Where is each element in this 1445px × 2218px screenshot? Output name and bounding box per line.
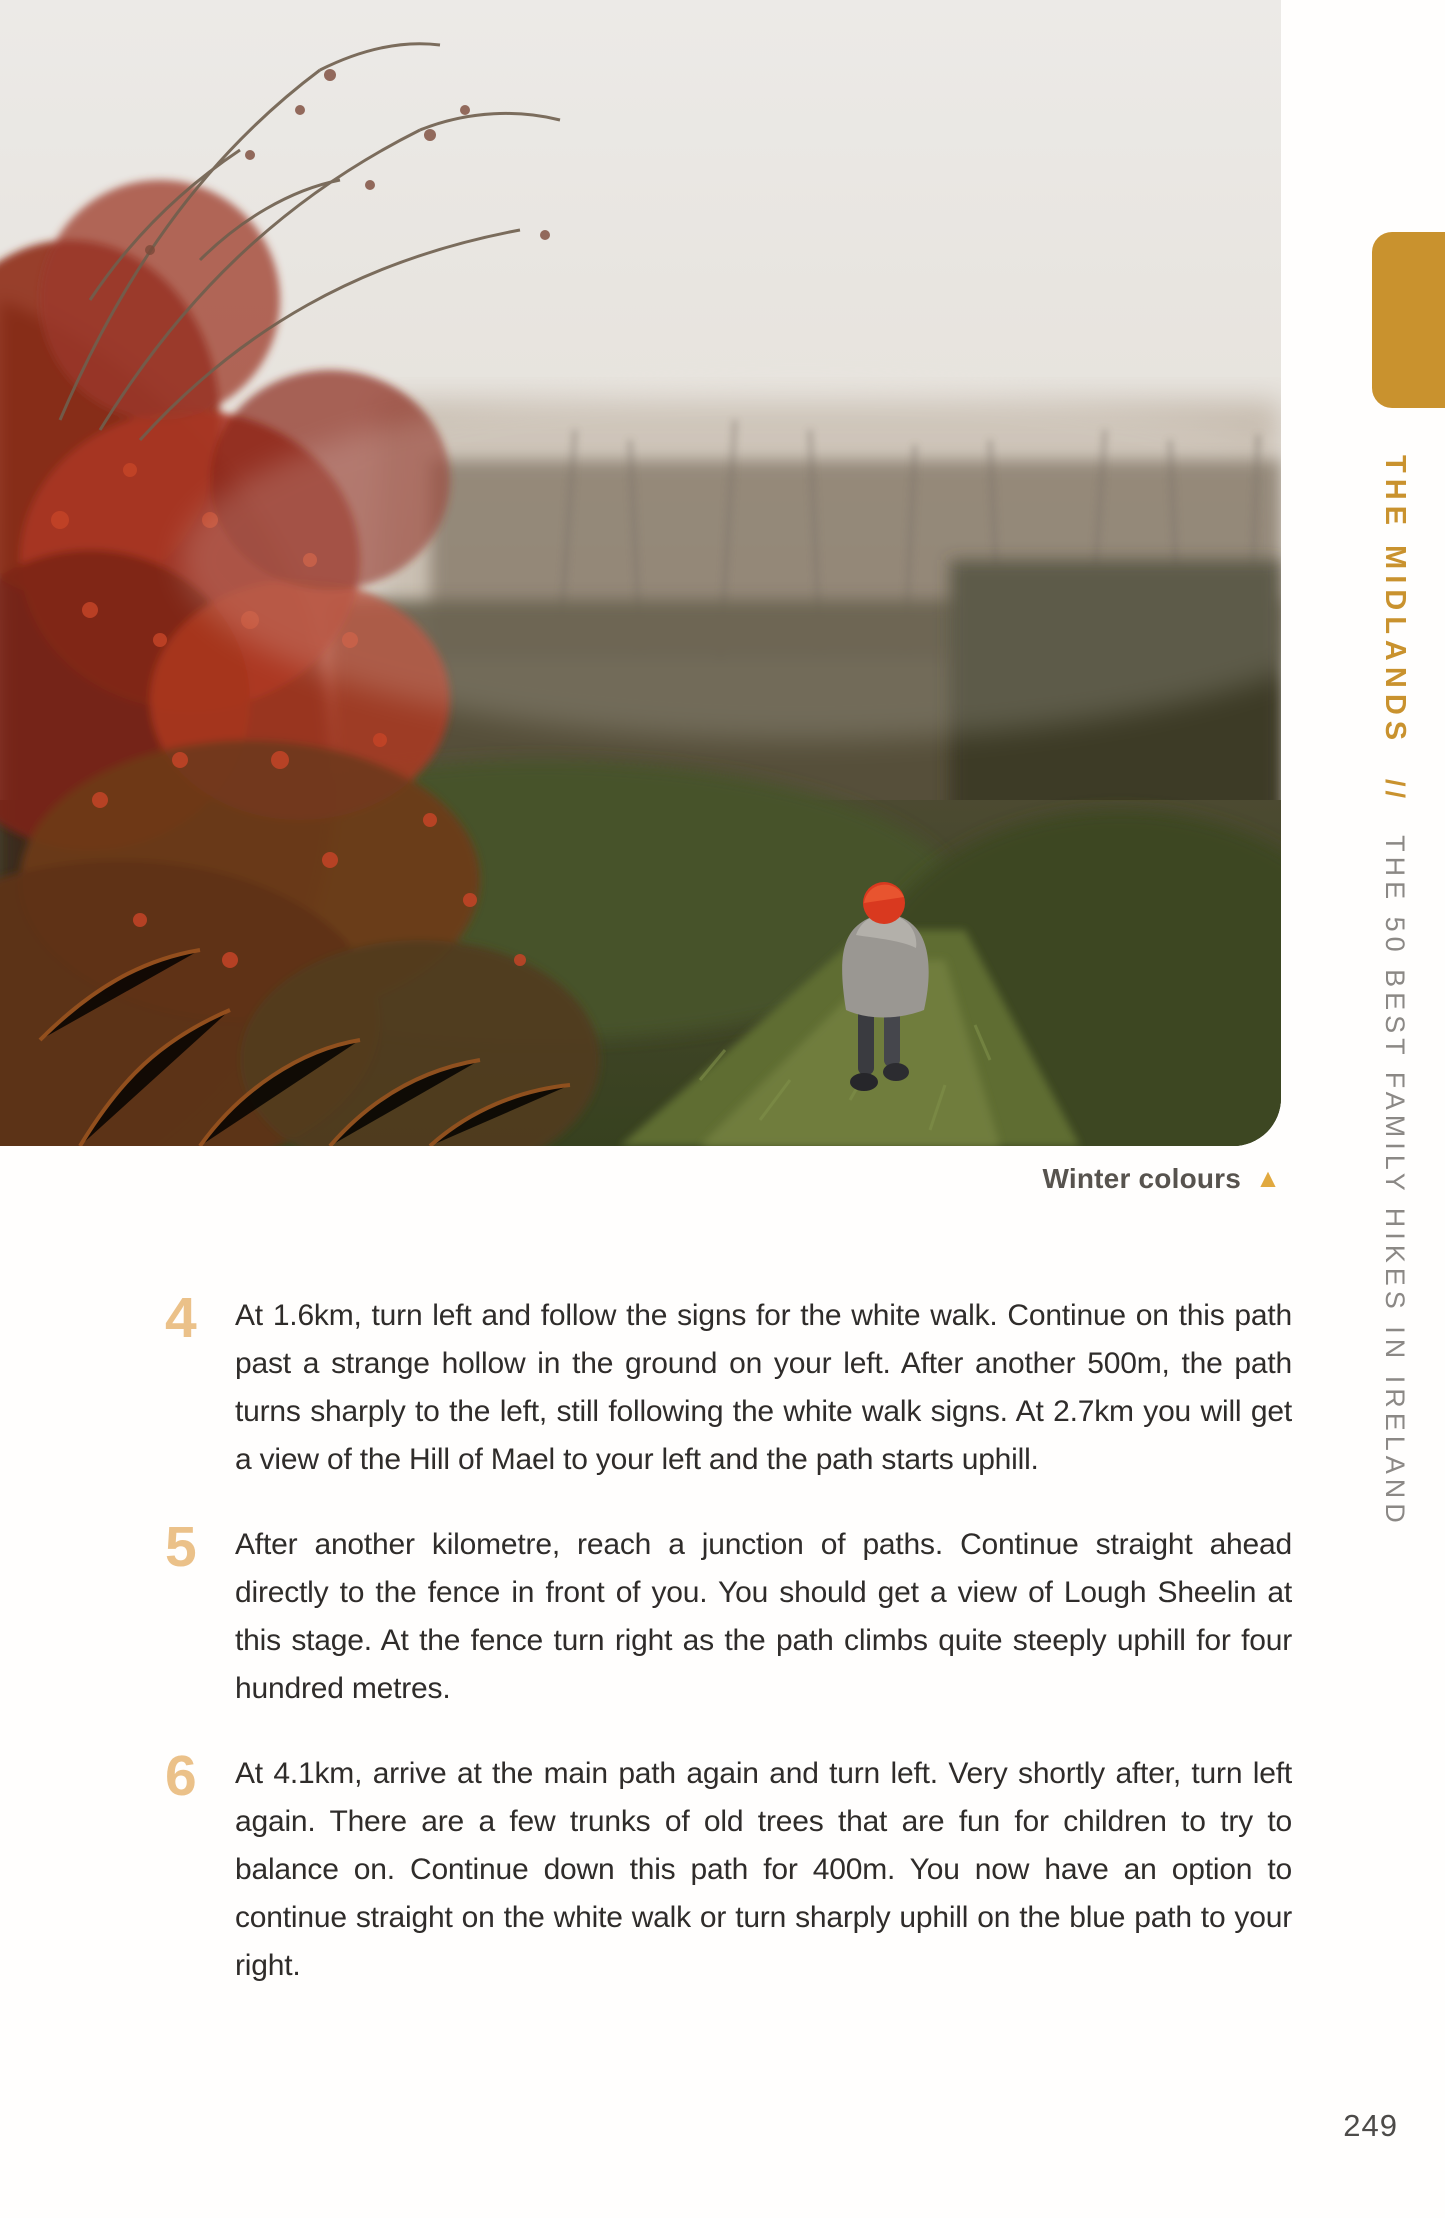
step-text: At 4.1km, arrive at the main path again and turn left. Very shortly after, turn left again. There are a few trunks of old trees that are fun for children to try to balance on. Continue down this path for 400m. You now have an option to continue straight on the white walk or turn sharply uphill on the blue path to your right. xyxy=(235,1757,1292,1982)
step-text: After another kilometre, reach a junction of paths. Continue straight ahead directly to the fence in front of you. You should get a view of Lough Sheelin at this stage. At the fence turn right as the path climbs quite steeply uphill for four hundred metres. xyxy=(235,1528,1292,1705)
directions-list xyxy=(165,1286,1292,1990)
chapter-edge-tab xyxy=(1372,232,1445,408)
photo-caption-text: Winter colours xyxy=(1042,1163,1242,1194)
step-number: 6 xyxy=(165,1744,197,1808)
direction-step-4 xyxy=(165,1286,1292,1484)
photo-illustration xyxy=(0,0,1281,1146)
title-separator: // xyxy=(1380,756,1410,826)
step-text: At 1.6km, turn left and follow the signs for the white walk. Continue on this path past a strange hollow in the ground on your left. After another 500m, the path turns sharply to the left, still following the white walk signs. At 2.7km you will get a view of the Hill of Mael to your left and the path starts uphill. xyxy=(235,1299,1292,1476)
page-number: 249 xyxy=(1343,2108,1398,2143)
winter-walk-photo xyxy=(0,0,1281,1146)
direction-step-5 xyxy=(165,1515,1292,1713)
section-title: THE MIDLANDS xyxy=(1379,455,1411,747)
direction-step-6 xyxy=(165,1744,1292,1990)
book-title: THE 50 BEST FAMILY HIKES IN IRELAND xyxy=(1380,835,1410,1528)
step-number: 4 xyxy=(165,1286,197,1350)
caption-triangle-icon: ▲ xyxy=(1255,1163,1281,1193)
photo-caption xyxy=(0,1163,1281,1195)
running-title xyxy=(1378,455,1411,1555)
step-number: 5 xyxy=(165,1515,197,1579)
